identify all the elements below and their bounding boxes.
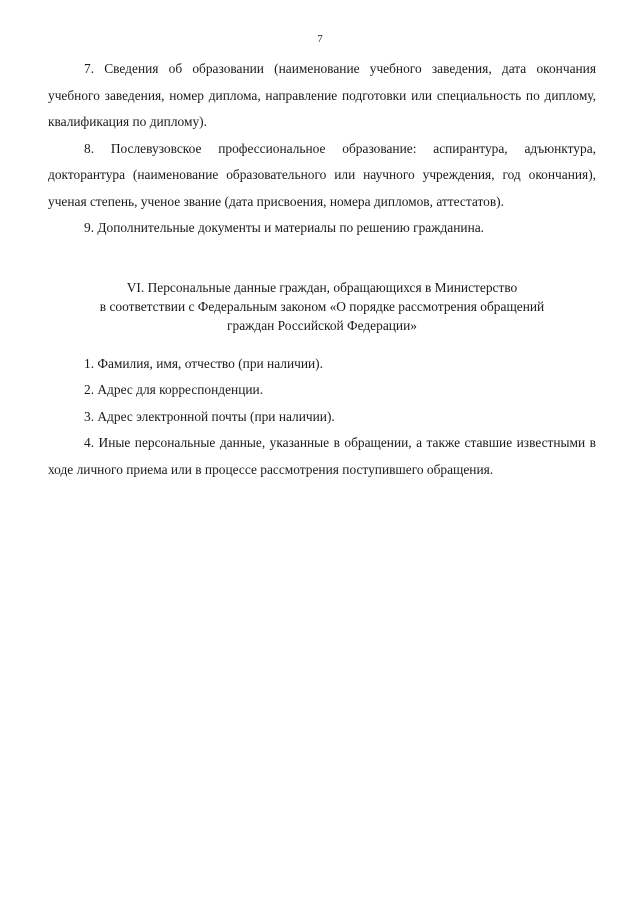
section-heading: [48, 278, 596, 335]
list-item-4: 4. Иные персональные данные, указанные в обращении, а также ставшие известными в ходе личного приема или в процессе рассмотрения поступившего обращения.: [48, 435, 596, 477]
page-number: 7: [317, 33, 323, 45]
paragraph-item-7: 7. Сведения об образовании (наименование учебного заведения, дата окончания учебного заведения, номер диплома, направление подготовки или специальность по диплому, квалификация по диплому).: [48, 61, 596, 129]
paragraph-item-8: 8. Послевузовское профессиональное образование: аспирантура, адъюнктура, докторантура (наименование образовательного или научного учреждения, год окончания), ученая степень, ученое звание (дата присвоения, номера дипломов, аттестатов).: [48, 140, 596, 209]
page-content: [48, 56, 596, 483]
list-item-3: 3. Адрес электронной почты (при наличии).: [84, 408, 335, 424]
list-item-2: 2. Адрес для корреспонденции.: [84, 382, 264, 397]
list-item-1: 1. Фамилия, имя, отчество (при наличии).: [84, 355, 323, 371]
section-heading-line-2: в соответствии с Федеральным законом «О порядке рассмотрения обращений: [99, 298, 545, 314]
section-heading-line-1: VI. Персональные данные граждан, обращающихся в Министерство: [126, 279, 518, 295]
paragraph-item-9: 9. Дополнительные документы и материалы по решению гражданина.: [84, 220, 485, 235]
section-heading-line-3: граждан Российской Федерации»: [227, 317, 417, 333]
